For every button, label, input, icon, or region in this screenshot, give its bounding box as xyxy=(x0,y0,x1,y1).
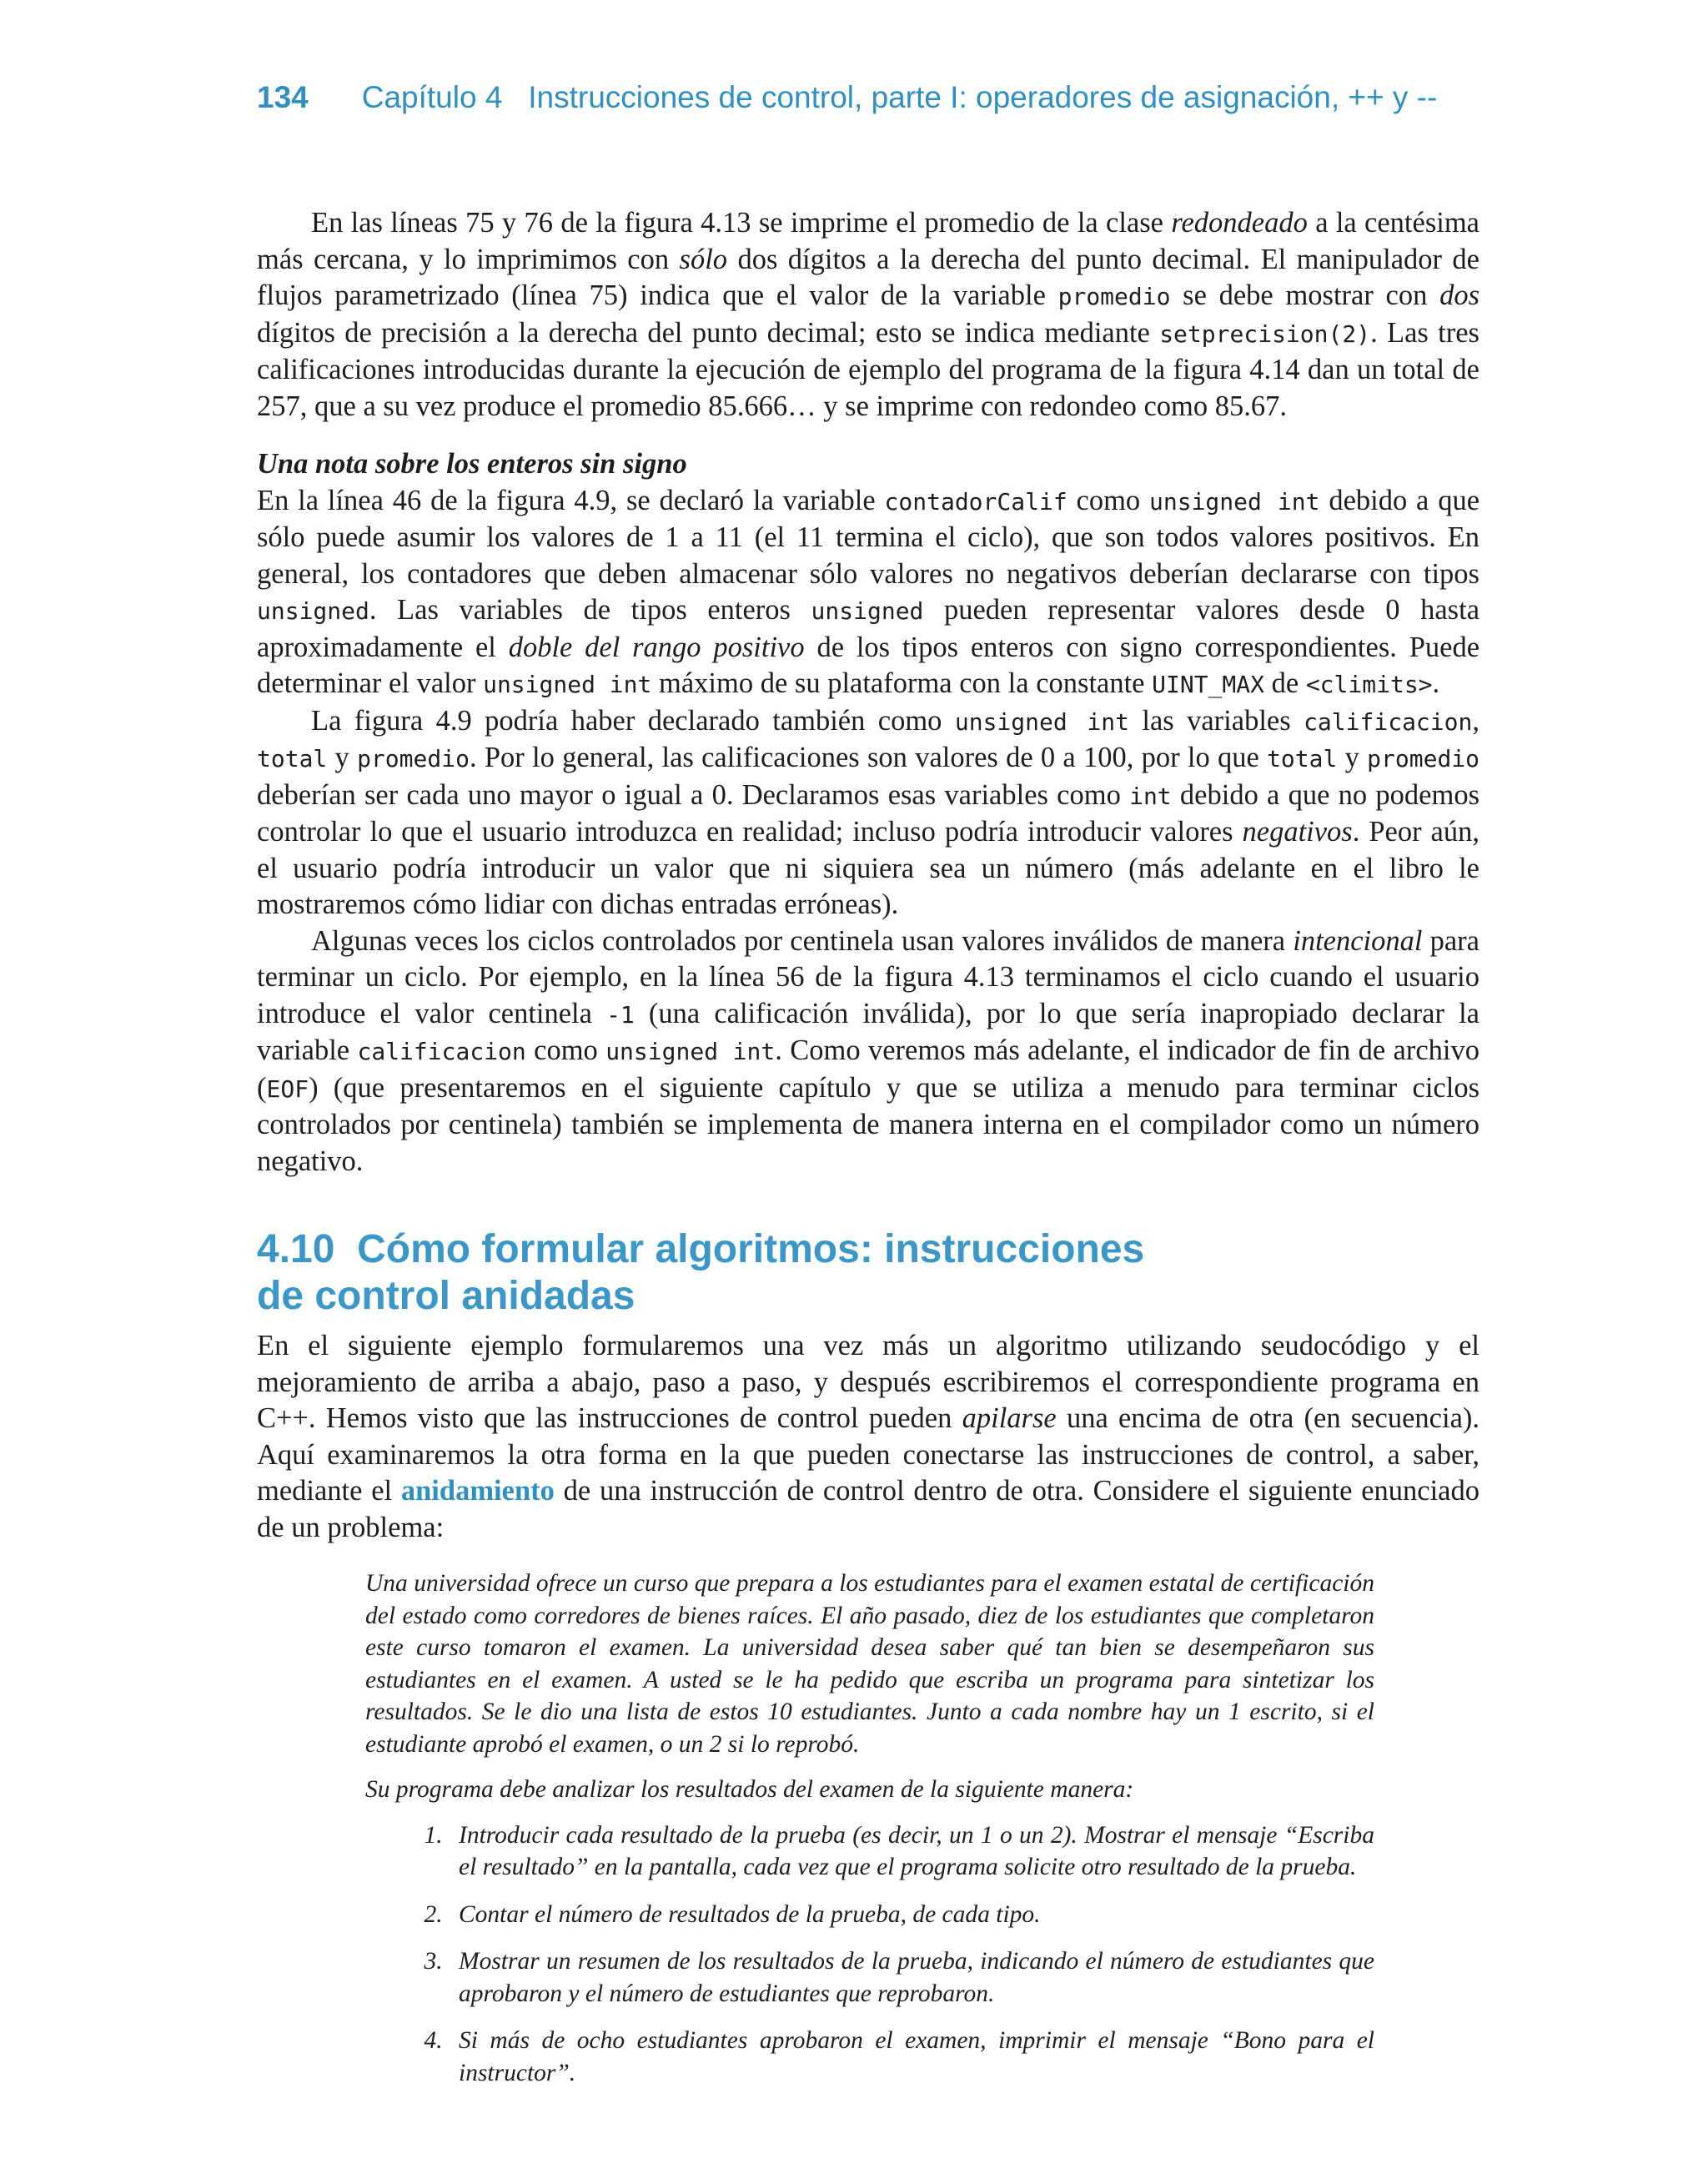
section-title-line2: de control anidadas xyxy=(257,1274,635,1318)
key-term: anidamiento xyxy=(400,1475,555,1507)
page-number: 134 xyxy=(257,80,309,114)
paragraph-variables: La figura 4.9 podría haber declarado también como unsigned int las variables calificacion, total y promedio. Por lo general, las calificaciones son valores de 0 a 100, por lo que total y promedio deberían ser cada uno mayor o igual a 0. Declaramos esas variables como int debido a que no podemos controlar lo que el usuario introduzca en realidad; incluso podría introducir valores negativos. Peor aún, el usuario podría introducir un valor que ni siquiera sea un número (más adelante en el libro le mostraremos cómo lidiar con dichas entradas erróneas). xyxy=(257,704,1480,920)
chapter-label: Capítulo 4 xyxy=(361,80,503,114)
running-header xyxy=(257,80,1474,115)
paragraph-rounding: En las líneas 75 y 76 de la figura 4.13 se imprime el promedio de la clase redondeado a la centésima más cercana, y lo imprimimos con sólo dos dígitos a la derecha del punto decimal. El manipulador de flujos parametrizado (línea 75) indica que el valor de la variable promedio se debe mostrar con dos dígitos de precisión a la derecha del punto decimal; esto se indica mediante setprecision(2). Las tres calificaciones introducidas durante la ejecución de ejemplo del programa de la figura 4.14 dan un total de 257, que a su vez produce el promedio 85.666… y se imprime con redondeo como 85.67. xyxy=(257,207,1479,422)
requirements-list xyxy=(365,1819,1374,2090)
problem-instructions: Su programa debe analizar los resultados del examen de la siguiente manera: xyxy=(365,1776,1134,1803)
chapter-title: Instrucciones de control, parte I: operadores de asignación, ++ y -- xyxy=(528,80,1438,114)
paragraph-intro: En el siguiente ejemplo formularemos una vez más un algoritmo utilizando seudocódigo y el mejoramiento de arriba a abajo, paso a paso, y después escribiremos el correspondiente programa en C++. Hemos visto que las instrucciones de control pueden apilarse una encima de otra (en secuencia). Aquí examinaremos la otra forma en la que pueden conectarse las instrucciones de control, a saber, mediante el anidamiento de una instrucción de control dentro de otra. Considere el siguiente enunciado de un problema: xyxy=(257,1330,1479,1543)
section-number: 4.10 xyxy=(257,1227,335,1271)
paragraph-unsigned: En la línea 46 de la figura 4.9, se declaró la variable contadorCalif como unsigned int debido a que sólo puede asumir los valores de 1 a 11 (el 11 termina el ciclo), que son todos valores positivos. En general, los contadores que deben almacenar sólo valores no negativos deberían declararse con tipos unsigned. Las variables de tipos enteros unsigned pueden representar valores desde 0 hasta aproximadamente el doble del rango positivo de los tipos enteros con signo correspondientes. Puede determinar el valor unsigned int máximo de su plataforma con la constante UINT_MAX de <climits>. xyxy=(257,484,1480,699)
list-item: 3. Mostrar un resumen de los resultados de la prueba, indicando el número de estudiantes que aprobaron y el número de estudiantes que reprobaron. xyxy=(449,1945,1374,2010)
list-item: 1. Introducir cada resultado de la prueba (es decir, un 1 o un 2). Mostrar el mensaje “Escriba el resultado” en la pantalla, cada vez que el programa solicite otro resultado de la prueba. xyxy=(449,1819,1374,1884)
problem-statement xyxy=(365,1568,1374,2089)
section-heading xyxy=(257,1226,1479,1320)
paragraph-sentinel: Algunas veces los ciclos controlados por centinela usan valores inválidos de manera intencional para terminar un ciclo. Por ejemplo, en la línea 56 de la figura 4.13 terminamos el ciclo cuando el usuario introduce el valor centinela -1 (una calificación inválida), por lo que sería inapropiado declarar la variable calificacion como unsigned int. Como veremos más adelante, el indicador de fin de archivo (EOF) (que presentaremos en el siguiente capítulo y que se utiliza a menudo para terminar ciclos controlados por centinela) también se implementa de manera interna en el compilador como un número negativo. xyxy=(257,924,1479,1177)
list-item: 4. Si más de ocho estudiantes aprobaron el examen, imprimir el mensaje “Bono para el instructor”. xyxy=(449,2025,1374,2089)
section-title-line1: Cómo formular algoritmos: instrucciones xyxy=(357,1227,1145,1271)
page-body xyxy=(257,205,1479,2104)
problem-paragraph: Una universidad ofrece un curso que prepara a los estudiantes para el examen estatal de certificación del estado como corredores de bienes raíces. El año pasado, diez de los estudiantes que completaron este curso tomaron el examen. La universidad desea saber qué tan bien se desempeñaron sus estudiantes en el examen. A usted se le ha pedido que escriba un programa para sintetizar los resultados. Se le dio una lista de estos 10 estudiantes. Junto a cada nombre hay un 1 escrito, si el estudiante aprobó el examen, o un 2 si lo reprobó. xyxy=(365,1570,1374,1758)
subheading-unsigned: Una nota sobre los enteros sin signo xyxy=(257,448,687,480)
list-item: 2. Contar el número de resultados de la prueba, de cada tipo. xyxy=(449,1899,1374,1931)
